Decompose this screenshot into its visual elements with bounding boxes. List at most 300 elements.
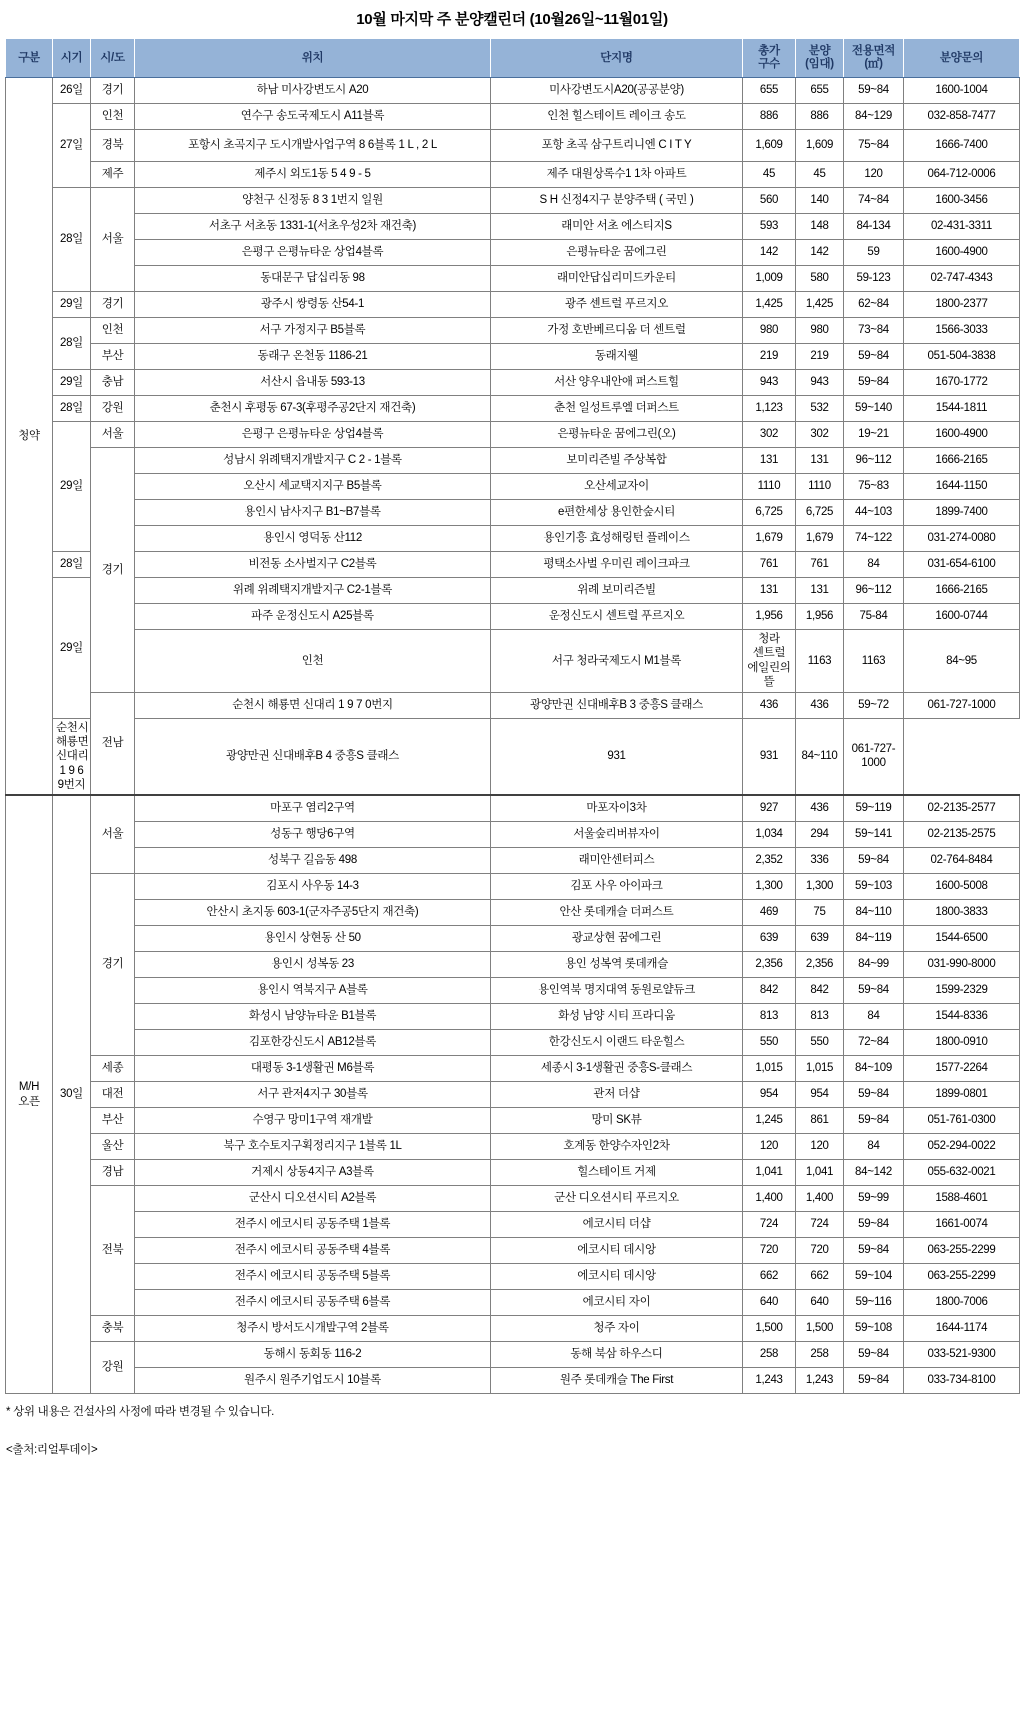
cell-tel: 032-858-7477 (904, 104, 1020, 130)
cell-wichi: 서산시 읍내동 593-13 (135, 370, 491, 396)
cell-tel: 1800-7006 (904, 1289, 1020, 1315)
cell-bunyang: 1,243 (796, 1367, 844, 1393)
cell-chonggu: 842 (743, 977, 796, 1003)
cell-tel: 02-747-4343 (904, 266, 1020, 292)
cell-tel: 033-521-9300 (904, 1341, 1020, 1367)
source-note: <출처:리얼투데이> (6, 1443, 98, 1456)
cell-wichi: 제주시 외도1동 5 4 9 - 5 (135, 162, 491, 188)
cell-area: 84~129 (844, 104, 904, 130)
cell-area: 59~84 (844, 1237, 904, 1263)
cell-tel: 1899-0801 (904, 1081, 1020, 1107)
cell-danji: 오산세교자이 (491, 474, 743, 500)
column-header-sido: 시/도 (91, 39, 135, 78)
cell-bunyang: 861 (796, 1107, 844, 1133)
cell-tel: 1544-1811 (904, 396, 1020, 422)
cell-bunyang: 436 (796, 795, 844, 821)
cell-tel: 1661-0074 (904, 1211, 1020, 1237)
cell-tel: 1899-7400 (904, 500, 1020, 526)
cell-chonggu: 1,015 (743, 1055, 796, 1081)
cell-chonggu: 980 (743, 318, 796, 344)
cell-area: 84~99 (844, 951, 904, 977)
cell-bunyang: 724 (796, 1211, 844, 1237)
cell-bunyang: 142 (796, 240, 844, 266)
cell-danji: 청라 센트럴 에일린의 뜰 (743, 630, 796, 693)
cell-bunyang: 931 (743, 718, 796, 795)
cell-wichi: 하남 미사강변도시 A20 (135, 78, 491, 104)
cell-danji: 광교상현 꿈에그린 (491, 925, 743, 951)
cell-danji: 힐스테이트 거제 (491, 1159, 743, 1185)
cell-danji: 미사강변도시A20(공공분양) (491, 78, 743, 104)
cell-area: 62~84 (844, 292, 904, 318)
cell-area: 59~99 (844, 1185, 904, 1211)
cell-chonggu: 2,356 (743, 951, 796, 977)
cell-danji: 평택소사벌 우미린 레이크파크 (491, 552, 743, 578)
cell-danji: 에코시티 자이 (491, 1289, 743, 1315)
cell-danji: 망미 SK뷰 (491, 1107, 743, 1133)
table-row (6, 396, 1020, 422)
cell-wichi: 용인시 상현동 산 50 (135, 925, 491, 951)
cell-tel: 02-2135-2575 (904, 821, 1020, 847)
cell-tel: 031-990-8000 (904, 951, 1020, 977)
cell-chonggu: 655 (743, 78, 796, 104)
cell-chonggu: 120 (743, 1133, 796, 1159)
cell-wichi: 파주 운정신도시 A25블록 (135, 604, 491, 630)
cell-wichi: 동대문구 답십리동 98 (135, 266, 491, 292)
cell-area: 59~84 (844, 847, 904, 873)
cell-danji: 래미안 서초 에스티지S (491, 214, 743, 240)
cell-gubun (6, 795, 53, 1393)
cell-bunyang: 1,300 (796, 873, 844, 899)
cell-tel: 064-712-0006 (904, 162, 1020, 188)
page-title: 10월 마지막 주 분양캘린더 (10월26일~11월01일) (356, 11, 668, 28)
cell-tel: 1544-8336 (904, 1003, 1020, 1029)
cell-bunyang: 1,609 (796, 130, 844, 162)
cell-bunyang: 258 (796, 1341, 844, 1367)
table-row (6, 1081, 1020, 1107)
table-row (6, 188, 1020, 214)
cell-sido: 경기 (91, 292, 135, 318)
table-row (6, 500, 1020, 526)
cell-area: 84 (844, 552, 904, 578)
table-row (6, 162, 1020, 188)
cell-chonggu: 1,956 (743, 604, 796, 630)
cell-wichi: 마포구 염리2구역 (135, 795, 491, 821)
cell-chonggu: 662 (743, 1263, 796, 1289)
cell-area: 59~103 (844, 873, 904, 899)
cell-danji: 운정신도시 센트럴 푸르지오 (491, 604, 743, 630)
cell-sigi: 28일 (53, 552, 91, 578)
cell-tel: 1600-1004 (904, 78, 1020, 104)
table-header (6, 39, 1020, 78)
cell-area: 84 (844, 1133, 904, 1159)
cell-danji: 가정 호반베르디움 더 센트럴 (491, 318, 743, 344)
column-header-danji: 단지명 (491, 39, 743, 78)
cell-wichi: 서초구 서초동 1331-1(서초우성2차 재건축) (135, 214, 491, 240)
cell-bunyang: 1110 (796, 474, 844, 500)
table-row (6, 795, 1020, 821)
table-row (6, 1289, 1020, 1315)
cell-area: 74~84 (844, 188, 904, 214)
cell-bunyang: 2,356 (796, 951, 844, 977)
cell-chonggu: 593 (743, 214, 796, 240)
cell-sido: 서울 (91, 188, 135, 292)
table-row (6, 1107, 1020, 1133)
cell-bunyang: 532 (796, 396, 844, 422)
cell-area: 75~83 (844, 474, 904, 500)
cell-danji: 마포자이3차 (491, 795, 743, 821)
cell-danji: 호계동 한양수자인2차 (491, 1133, 743, 1159)
cell-area: 84-134 (844, 214, 904, 240)
table-row (6, 214, 1020, 240)
table-row (6, 951, 1020, 977)
cell-chonggu: 720 (743, 1237, 796, 1263)
cell-area: 72~84 (844, 1029, 904, 1055)
header-row (6, 39, 1020, 78)
cell-danji: 래미안답십리미드카운티 (491, 266, 743, 292)
cell-danji: 청주 자이 (491, 1315, 743, 1341)
cell-wichi: 서구 관저4지구 30블록 (135, 1081, 491, 1107)
column-header-bunyang-line1: 분양 (808, 44, 831, 57)
cell-tel: 063-255-2299 (904, 1237, 1020, 1263)
table-row (6, 899, 1020, 925)
cell-danji: 원주 롯데캐슬 The First (491, 1367, 743, 1393)
cell-sigi: 29일 (53, 292, 91, 318)
cell-wichi: 전주시 에코시티 공동주택 4블록 (135, 1237, 491, 1263)
cell-bunyang: 1,956 (796, 604, 844, 630)
table-row (6, 1237, 1020, 1263)
cell-bunyang: 336 (796, 847, 844, 873)
cell-wichi: 김포시 사우동 14-3 (135, 873, 491, 899)
cell-danji: 군산 디오션시티 푸르지오 (491, 1185, 743, 1211)
cell-danji: 김포 사우 아이파크 (491, 873, 743, 899)
cell-bunyang: 131 (796, 448, 844, 474)
table-row (6, 370, 1020, 396)
cell-chonggu: 724 (743, 1211, 796, 1237)
table-row (6, 474, 1020, 500)
cell-wichi: 서구 가정지구 B5블록 (135, 318, 491, 344)
cell-chonggu: 2,352 (743, 847, 796, 873)
cell-sido: 경기 (91, 448, 135, 693)
cell-chonggu: 813 (743, 1003, 796, 1029)
cell-danji: 위례 보미리즌빌 (491, 578, 743, 604)
cell-chonggu: 1,500 (743, 1315, 796, 1341)
cell-tel: 1800-3833 (904, 899, 1020, 925)
cell-bunyang: 639 (796, 925, 844, 951)
cell-wichi: 거제시 상동4지구 A3블록 (135, 1159, 491, 1185)
column-header-chonggu-line2: 구수 (758, 58, 780, 70)
cell-wichi: 양천구 신정동 8 3 1번지 일원 (135, 188, 491, 214)
cell-danji: 에코시티 데시앙 (491, 1263, 743, 1289)
table-row (6, 552, 1020, 578)
cell-danji: 은평뉴타운 꿈에그린 (491, 240, 743, 266)
cell-tel: 055-632-0021 (904, 1159, 1020, 1185)
cell-sido: 인천 (91, 104, 135, 130)
cell-area: 59 (844, 240, 904, 266)
cell-sido: 강원 (91, 1341, 135, 1393)
cell-bunyang: 1,015 (796, 1055, 844, 1081)
cell-area: 96~112 (844, 448, 904, 474)
cell-wichi: 전주시 에코시티 공동주택 1블록 (135, 1211, 491, 1237)
cell-area: 59~84 (844, 78, 904, 104)
column-header-area-line2: (㎡) (864, 58, 883, 70)
cell-wichi: 동래구 온천동 1186-21 (135, 344, 491, 370)
cell-sido: 충남 (91, 370, 135, 396)
cell-chonggu: 886 (743, 104, 796, 130)
cell-bunyang: 302 (796, 422, 844, 448)
cell-tel: 1644-1150 (904, 474, 1020, 500)
cell-wichi: 광주시 쌍령동 산54-1 (135, 292, 491, 318)
cell-chonggu: 1,609 (743, 130, 796, 162)
table-row (6, 925, 1020, 951)
cell-area: 75~84 (844, 130, 904, 162)
table-row (6, 1029, 1020, 1055)
table-body (6, 78, 1020, 1394)
cell-chonggu: 45 (743, 162, 796, 188)
cell-tel: 1600-4900 (904, 240, 1020, 266)
cell-sido: 부산 (91, 344, 135, 370)
cell-bunyang: 640 (796, 1289, 844, 1315)
cell-chonggu: 142 (743, 240, 796, 266)
cell-sigi: 30일 (53, 795, 91, 1393)
cell-wichi: 춘천시 후평동 67-3(후평주공2단지 재건축) (135, 396, 491, 422)
column-header-bunyang-line2: (임대) (805, 58, 834, 70)
cell-sido: 전북 (91, 1185, 135, 1315)
cell-area: 59~84 (844, 370, 904, 396)
cell-sigi: 26일 (53, 78, 91, 104)
cell-sido: 강원 (91, 396, 135, 422)
cell-area: 73~84 (844, 318, 904, 344)
cell-sido: 부산 (91, 1107, 135, 1133)
cell-danji: 춘천 일성트루엘 더퍼스트 (491, 396, 743, 422)
column-header-area (844, 39, 904, 78)
cell-tel: 061-727-1000 (844, 718, 904, 795)
cell-danji: 래미안센터피스 (491, 847, 743, 873)
cell-wichi: 연수구 송도국제도시 A11블록 (135, 104, 491, 130)
cell-danji: 세종시 3-1생활권 중흥S-클래스 (491, 1055, 743, 1081)
column-header-chonggu (743, 39, 796, 78)
cell-tel: 1599-2329 (904, 977, 1020, 1003)
cell-bunyang: 219 (796, 344, 844, 370)
cell-area: 59~108 (844, 1315, 904, 1341)
cell-bunyang: 980 (796, 318, 844, 344)
cell-bunyang: 813 (796, 1003, 844, 1029)
cell-bunyang: 761 (796, 552, 844, 578)
table-row (6, 821, 1020, 847)
cell-sido: 경북 (91, 130, 135, 162)
cell-area: 59~84 (844, 1081, 904, 1107)
column-header-sigi: 시기 (53, 39, 91, 78)
table-row (6, 977, 1020, 1003)
table-row (6, 526, 1020, 552)
column-header-gubun: 구분 (6, 39, 53, 78)
cell-area: 59~84 (844, 1367, 904, 1393)
cell-danji: 제주 대원상록수1 1차 아파트 (491, 162, 743, 188)
cell-sido: 인천 (91, 318, 135, 344)
table-row (6, 873, 1020, 899)
cell-sigi: 28일 (53, 188, 91, 292)
cell-wichi: 성북구 길음동 498 (135, 847, 491, 873)
column-header-bunyang (796, 39, 844, 78)
table-row (6, 604, 1020, 630)
cell-wichi: 전주시 에코시티 공동주택 6블록 (135, 1289, 491, 1315)
cell-area: 84~95 (904, 630, 1020, 693)
cell-sigi: 29일 (53, 370, 91, 396)
cell-chonggu: 931 (491, 718, 743, 795)
cell-wichi: 서구 청라국제도시 M1블록 (491, 630, 743, 693)
table-row (6, 718, 1020, 795)
cell-bunyang: 131 (796, 578, 844, 604)
cell-tel: 031-274-0080 (904, 526, 1020, 552)
table-row (6, 318, 1020, 344)
cell-tel: 063-255-2299 (904, 1263, 1020, 1289)
cell-tel: 1600-5008 (904, 873, 1020, 899)
cell-tel: 061-727-1000 (904, 692, 1020, 718)
table-row (6, 344, 1020, 370)
cell-wichi: 은평구 은평뉴타운 상업4블록 (135, 422, 491, 448)
cell-area: 59-123 (844, 266, 904, 292)
cell-chonggu: 1,300 (743, 873, 796, 899)
cell-danji: e편한세상 용인한숲시티 (491, 500, 743, 526)
cell-tel: 1800-2377 (904, 292, 1020, 318)
cell-sigi: 27일 (53, 104, 91, 188)
cell-tel: 1577-2264 (904, 1055, 1020, 1081)
cell-danji: 용인 성복역 롯데캐슬 (491, 951, 743, 977)
cell-bunyang: 148 (796, 214, 844, 240)
table-row (6, 1133, 1020, 1159)
cell-bunyang: 1,500 (796, 1315, 844, 1341)
cell-sido: 인천 (135, 630, 491, 693)
cell-chonggu: 1163 (796, 630, 844, 693)
table-row (6, 1211, 1020, 1237)
cell-area: 59~84 (844, 1211, 904, 1237)
cell-sigi: 29일 (53, 422, 91, 552)
cell-danji: 보미리즌빌 주상복합 (491, 448, 743, 474)
cell-wichi: 수영구 망미1구역 재개발 (135, 1107, 491, 1133)
cell-tel: 033-734-8100 (904, 1367, 1020, 1393)
cell-bunyang: 662 (796, 1263, 844, 1289)
cell-area: 84~142 (844, 1159, 904, 1185)
cell-area: 59~104 (844, 1263, 904, 1289)
cell-chonggu: 639 (743, 925, 796, 951)
cell-tel: 02-2135-2577 (904, 795, 1020, 821)
cell-sido: 충북 (91, 1315, 135, 1341)
cell-sido: 서울 (91, 422, 135, 448)
cell-danji: 광양만권 신대배후B 4 중흥S 클래스 (135, 718, 491, 795)
cell-danji: 한강신도시 이랜드 타운힐스 (491, 1029, 743, 1055)
cell-chonggu: 761 (743, 552, 796, 578)
cell-chonggu: 943 (743, 370, 796, 396)
cell-wichi: 원주시 원주기업도시 10블록 (135, 1367, 491, 1393)
cell-danji: 용인기흥 효성해링턴 플레이스 (491, 526, 743, 552)
cell-area: 84~119 (844, 925, 904, 951)
cell-chonggu: 1,679 (743, 526, 796, 552)
cell-bunyang: 1,425 (796, 292, 844, 318)
cell-danji: 서산 양우내안애 퍼스트힐 (491, 370, 743, 396)
cell-bunyang: 120 (796, 1133, 844, 1159)
cell-chonggu: 131 (743, 578, 796, 604)
cell-danji: 광양만권 신대배후B 3 중흥S 클래스 (491, 692, 743, 718)
cell-area: 75-84 (844, 604, 904, 630)
cell-area: 44~103 (844, 500, 904, 526)
cell-wichi: 동해시 동회동 116-2 (135, 1341, 491, 1367)
cell-tel: 1670-1772 (904, 370, 1020, 396)
cell-chonggu: 258 (743, 1341, 796, 1367)
cell-bunyang: 954 (796, 1081, 844, 1107)
cell-chonggu: 640 (743, 1289, 796, 1315)
column-header-area-line1: 전용면적 (851, 44, 896, 57)
table-row (6, 578, 1020, 604)
cell-area: 84~109 (844, 1055, 904, 1081)
cell-tel: 051-761-0300 (904, 1107, 1020, 1133)
table-row (6, 1263, 1020, 1289)
cell-gubun-line2: 오픈 (18, 1095, 40, 1108)
cell-wichi: 성남시 위례택지개발지구 C 2 - 1블록 (135, 448, 491, 474)
cell-chonggu: 1,425 (743, 292, 796, 318)
cell-danji: 용인역북 명지대역 동원로얄듀크 (491, 977, 743, 1003)
cell-tel: 052-294-0022 (904, 1133, 1020, 1159)
cell-chonggu: 302 (743, 422, 796, 448)
cell-wichi: 화성시 남양뉴타운 B1블록 (135, 1003, 491, 1029)
cell-chonggu: 1,123 (743, 396, 796, 422)
cell-gubun-line1: M/H (18, 1081, 40, 1094)
cell-wichi: 성동구 행당6구역 (135, 821, 491, 847)
cell-chonggu: 954 (743, 1081, 796, 1107)
cell-area: 96~112 (844, 578, 904, 604)
cell-bunyang: 6,725 (796, 500, 844, 526)
table-row (6, 240, 1020, 266)
cell-tel: 02-431-3311 (904, 214, 1020, 240)
cell-bunyang: 436 (796, 692, 844, 718)
cell-bunyang: 886 (796, 104, 844, 130)
table-row (6, 1341, 1020, 1367)
cell-wichi: 김포한강신도시 AB12블록 (135, 1029, 491, 1055)
cell-bunyang: 655 (796, 78, 844, 104)
cell-chonggu: 469 (743, 899, 796, 925)
cell-danji: 관저 더샵 (491, 1081, 743, 1107)
cell-sido: 경기 (91, 873, 135, 1055)
cell-sido: 경기 (91, 78, 135, 104)
cell-tel: 02-764-8484 (904, 847, 1020, 873)
table-row (6, 78, 1020, 104)
cell-area: 84~110 (796, 718, 844, 795)
cell-wichi: 대평동 3-1생활권 M6블록 (135, 1055, 491, 1081)
cell-danji: 에코시티 더샵 (491, 1211, 743, 1237)
cell-sido: 제주 (91, 162, 135, 188)
cell-tel: 1666-2165 (904, 578, 1020, 604)
cell-chonggu: 1,034 (743, 821, 796, 847)
table-row (6, 130, 1020, 162)
table-row (6, 1315, 1020, 1341)
cell-sido: 세종 (91, 1055, 135, 1081)
cell-chonggu: 1,041 (743, 1159, 796, 1185)
table-row (6, 692, 1020, 718)
cell-wichi: 군산시 디오션시티 A2블록 (135, 1185, 491, 1211)
cell-wichi: 북구 호수토지구획정리지구 1블록 1L (135, 1133, 491, 1159)
column-header-tel: 분양문의 (904, 39, 1020, 78)
cell-area: 120 (844, 162, 904, 188)
cell-chonggu: 1,009 (743, 266, 796, 292)
cell-tel: 1566-3033 (904, 318, 1020, 344)
cell-wichi: 용인시 남사지구 B1~B7블록 (135, 500, 491, 526)
cell-danji: 안산 롯데캐슬 더퍼스트 (491, 899, 743, 925)
cell-bunyang: 550 (796, 1029, 844, 1055)
table-row (6, 847, 1020, 873)
cell-sido: 대전 (91, 1081, 135, 1107)
cell-area: 84~110 (844, 899, 904, 925)
cell-chonggu: 6,725 (743, 500, 796, 526)
cell-tel: 1588-4601 (904, 1185, 1020, 1211)
cell-tel: 1600-3456 (904, 188, 1020, 214)
